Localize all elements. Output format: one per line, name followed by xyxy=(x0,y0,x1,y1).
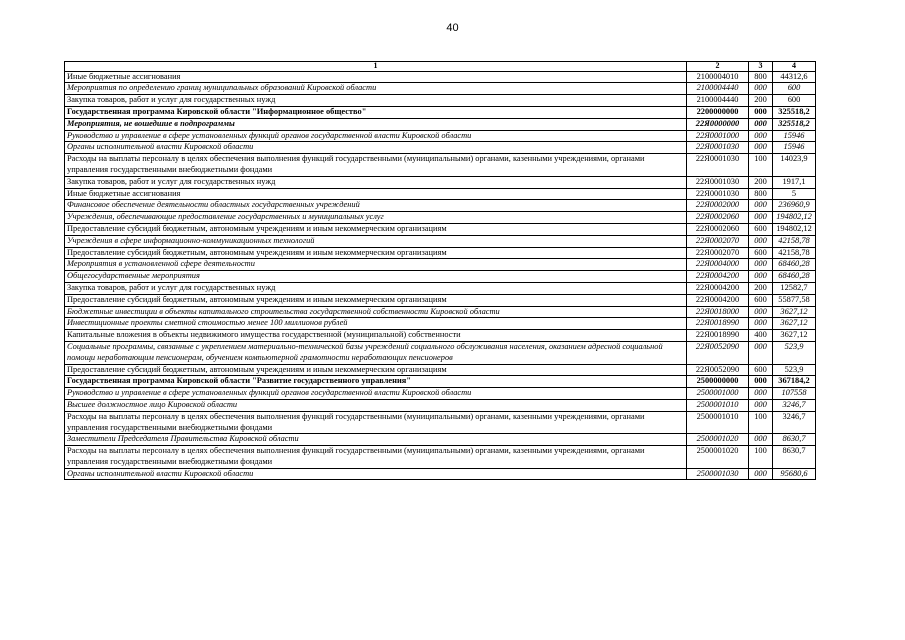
table-row xyxy=(65,341,816,364)
row-name-cell: Учреждения в сфере информационно-коммуникационных технологий xyxy=(65,235,687,247)
row-code-cell: 22Я0000000 xyxy=(687,118,749,130)
row-type-cell: 000 xyxy=(749,341,773,364)
table-row xyxy=(65,95,816,107)
row-type-cell: 800 xyxy=(749,188,773,200)
table-row xyxy=(65,388,816,400)
row-sum-cell: 8630,7 xyxy=(773,446,816,469)
table-row xyxy=(65,223,816,235)
row-name-cell: Органы исполнительной власти Кировской области xyxy=(65,468,687,480)
table-row xyxy=(65,364,816,376)
row-code-cell: 22Я0001030 xyxy=(687,154,749,177)
table-row xyxy=(65,330,816,342)
row-name-cell: Расходы на выплаты персоналу в целях обеспечения выполнения функций государственными (муниципальными) органами, казенными учреждениями, органами управления государственными внебюджетными фондами xyxy=(65,411,687,434)
row-type-cell: 400 xyxy=(749,330,773,342)
row-type-cell: 000 xyxy=(749,318,773,330)
row-sum-cell: 15946 xyxy=(773,142,816,154)
row-code-cell: 22Я0004200 xyxy=(687,294,749,306)
row-sum-cell: 523,9 xyxy=(773,341,816,364)
row-name-cell: Иные бюджетные ассигнования xyxy=(65,71,687,83)
table-row xyxy=(65,188,816,200)
table-row xyxy=(65,318,816,330)
table-row xyxy=(65,200,816,212)
header-col-sum: 4 xyxy=(773,62,816,72)
row-code-cell: 2100004010 xyxy=(687,71,749,83)
table-row xyxy=(65,468,816,480)
table-row xyxy=(65,130,816,142)
row-type-cell: 000 xyxy=(749,200,773,212)
table-row xyxy=(65,118,816,130)
row-name-cell: Предоставление субсидий бюджетным, автономным учреждениям и иным некоммерческим организациям xyxy=(65,294,687,306)
row-name-cell: Финансовое обеспечение деятельности областных государственных учреждений xyxy=(65,200,687,212)
table-row xyxy=(65,294,816,306)
row-name-cell: Капитальные вложения в объекты недвижимого имущества государственной (муниципальной) собственности xyxy=(65,330,687,342)
row-sum-cell: 194802,12 xyxy=(773,212,816,224)
row-type-cell: 600 xyxy=(749,294,773,306)
row-code-cell: 2100004440 xyxy=(687,83,749,95)
row-type-cell: 800 xyxy=(749,71,773,83)
row-name-cell: Иные бюджетные ассигнования xyxy=(65,188,687,200)
table-header-row xyxy=(65,62,816,72)
row-sum-cell: 55877,58 xyxy=(773,294,816,306)
row-code-cell: 22Я0004200 xyxy=(687,271,749,283)
row-sum-cell: 3246,7 xyxy=(773,399,816,411)
row-sum-cell: 325518,2 xyxy=(773,106,816,118)
row-sum-cell: 600 xyxy=(773,83,816,95)
row-type-cell: 100 xyxy=(749,154,773,177)
row-name-cell: Закупка товаров, работ и услуг для государственных нужд xyxy=(65,95,687,107)
row-type-cell: 200 xyxy=(749,282,773,294)
table-row xyxy=(65,446,816,469)
row-type-cell: 000 xyxy=(749,212,773,224)
row-name-cell: Государственная программа Кировской области "Информационное общество" xyxy=(65,106,687,118)
row-sum-cell: 3627,12 xyxy=(773,306,816,318)
row-sum-cell: 8630,7 xyxy=(773,434,816,446)
row-type-cell: 000 xyxy=(749,118,773,130)
row-name-cell: Высшее должностное лицо Кировской области xyxy=(65,399,687,411)
row-sum-cell: 14023,9 xyxy=(773,154,816,177)
row-code-cell: 2500001000 xyxy=(687,388,749,400)
row-type-cell: 000 xyxy=(749,388,773,400)
row-sum-cell: 600 xyxy=(773,95,816,107)
row-type-cell: 600 xyxy=(749,247,773,259)
row-code-cell: 2500001020 xyxy=(687,446,749,469)
row-type-cell: 000 xyxy=(749,376,773,388)
row-sum-cell: 236960,9 xyxy=(773,200,816,212)
row-name-cell: Государственная программа Кировской области "Развитие государственного управления" xyxy=(65,376,687,388)
table-row xyxy=(65,271,816,283)
row-type-cell: 000 xyxy=(749,142,773,154)
table-row xyxy=(65,306,816,318)
row-type-cell: 000 xyxy=(749,259,773,271)
row-code-cell: 22Я0018000 xyxy=(687,306,749,318)
row-sum-cell: 68460,28 xyxy=(773,271,816,283)
row-sum-cell: 3246,7 xyxy=(773,411,816,434)
row-type-cell: 000 xyxy=(749,271,773,283)
row-sum-cell: 367184,2 xyxy=(773,376,816,388)
row-type-cell: 600 xyxy=(749,364,773,376)
table-row xyxy=(65,376,816,388)
table-row xyxy=(65,411,816,434)
row-name-cell: Общегосударственные мероприятия xyxy=(65,271,687,283)
row-name-cell: Заместители Председателя Правительства Кировской области xyxy=(65,434,687,446)
row-type-cell: 000 xyxy=(749,130,773,142)
row-code-cell: 22Я0001030 xyxy=(687,176,749,188)
row-type-cell: 000 xyxy=(749,399,773,411)
row-code-cell: 22Я0002000 xyxy=(687,200,749,212)
row-sum-cell: 12582,7 xyxy=(773,282,816,294)
budget-table-container xyxy=(64,61,816,480)
row-type-cell: 000 xyxy=(749,235,773,247)
budget-table-body xyxy=(65,62,816,480)
header-col-type: 3 xyxy=(749,62,773,72)
row-name-cell: Мероприятия по определению границ муниципальных образований Кировской области xyxy=(65,83,687,95)
row-code-cell: 22Я0002060 xyxy=(687,223,749,235)
table-row xyxy=(65,434,816,446)
row-sum-cell: 107558 xyxy=(773,388,816,400)
row-type-cell: 000 xyxy=(749,434,773,446)
row-sum-cell: 42158,78 xyxy=(773,235,816,247)
table-row xyxy=(65,259,816,271)
row-type-cell: 200 xyxy=(749,95,773,107)
row-sum-cell: 3627,12 xyxy=(773,318,816,330)
row-code-cell: 22Я0002060 xyxy=(687,212,749,224)
row-type-cell: 000 xyxy=(749,306,773,318)
row-name-cell: Органы исполнительной власти Кировской области xyxy=(65,142,687,154)
row-name-cell: Расходы на выплаты персоналу в целях обеспечения выполнения функций государственными (муниципальными) органами, казенными учреждениями, органами управления государственными внебюджетными фондами xyxy=(65,154,687,177)
table-row xyxy=(65,282,816,294)
table-row xyxy=(65,176,816,188)
row-code-cell: 22Я0001000 xyxy=(687,130,749,142)
row-type-cell: 000 xyxy=(749,83,773,95)
table-row xyxy=(65,235,816,247)
row-name-cell: Закупка товаров, работ и услуг для государственных нужд xyxy=(65,176,687,188)
row-code-cell: 2500001030 xyxy=(687,468,749,480)
row-code-cell: 2500001010 xyxy=(687,411,749,434)
row-sum-cell: 325518,2 xyxy=(773,118,816,130)
row-name-cell: Расходы на выплаты персоналу в целях обеспечения выполнения функций государственными (муниципальными) органами, казенными учреждениями, органами управления государственными внебюджетными фондами xyxy=(65,446,687,469)
row-name-cell: Социальные программы, связанные с укреплением материально-технической базы учреждений социального обслуживания населения, оказанием адресной социальной помощи неработающим пенсионерам, обучением компьютерной грамотности неработающих пенсионеров xyxy=(65,341,687,364)
row-code-cell: 22Я0002070 xyxy=(687,247,749,259)
row-name-cell: Руководство и управление в сфере установленных функций органов государственной власти Кировской области xyxy=(65,388,687,400)
row-code-cell: 22Я0001030 xyxy=(687,188,749,200)
row-name-cell: Предоставление субсидий бюджетным, автономным учреждениям и иным некоммерческим организациям xyxy=(65,223,687,235)
row-code-cell: 22Я0001030 xyxy=(687,142,749,154)
row-type-cell: 100 xyxy=(749,411,773,434)
row-code-cell: 22Я0052090 xyxy=(687,341,749,364)
row-name-cell: Бюджетные инвестиции в объекты капитального строительства государственной собственности Кировской области xyxy=(65,306,687,318)
row-sum-cell: 523,9 xyxy=(773,364,816,376)
row-type-cell: 200 xyxy=(749,176,773,188)
row-code-cell: 22Я0018990 xyxy=(687,330,749,342)
row-code-cell: 2100004440 xyxy=(687,95,749,107)
row-sum-cell: 15946 xyxy=(773,130,816,142)
table-row xyxy=(65,83,816,95)
row-code-cell: 2500001010 xyxy=(687,399,749,411)
row-code-cell: 2200000000 xyxy=(687,106,749,118)
row-name-cell: Руководство и управление в сфере установленных функций органов государственной власти Кировской области xyxy=(65,130,687,142)
row-name-cell: Мероприятия в установленной сфере деятельности xyxy=(65,259,687,271)
row-name-cell: Закупка товаров, работ и услуг для государственных нужд xyxy=(65,282,687,294)
row-type-cell: 100 xyxy=(749,446,773,469)
row-code-cell: 22Я0002070 xyxy=(687,235,749,247)
row-code-cell: 22Я0018990 xyxy=(687,318,749,330)
header-col-code: 2 xyxy=(687,62,749,72)
table-row xyxy=(65,212,816,224)
row-sum-cell: 5 xyxy=(773,188,816,200)
row-code-cell: 2500001020 xyxy=(687,434,749,446)
row-name-cell: Учреждения, обеспечивающие предоставление государственных и муниципальных услуг xyxy=(65,212,687,224)
row-sum-cell: 68460,28 xyxy=(773,259,816,271)
row-sum-cell: 44312,6 xyxy=(773,71,816,83)
row-code-cell: 22Я0004200 xyxy=(687,282,749,294)
row-type-cell: 600 xyxy=(749,223,773,235)
row-type-cell: 000 xyxy=(749,106,773,118)
row-sum-cell: 42158,78 xyxy=(773,247,816,259)
row-sum-cell: 3627,12 xyxy=(773,330,816,342)
row-name-cell: Мероприятия, не вошедшие в подпрограммы xyxy=(65,118,687,130)
row-code-cell: 22Я0004000 xyxy=(687,259,749,271)
row-sum-cell: 1917,1 xyxy=(773,176,816,188)
row-code-cell: 2500000000 xyxy=(687,376,749,388)
header-col-name: 1 xyxy=(65,62,687,72)
row-type-cell: 000 xyxy=(749,468,773,480)
table-row xyxy=(65,142,816,154)
table-row xyxy=(65,154,816,177)
row-code-cell: 22Я0052090 xyxy=(687,364,749,376)
table-row xyxy=(65,247,816,259)
table-row xyxy=(65,106,816,118)
row-sum-cell: 194802,12 xyxy=(773,223,816,235)
table-row xyxy=(65,71,816,83)
row-name-cell: Предоставление субсидий бюджетным, автономным учреждениям и иным некоммерческим организациям xyxy=(65,247,687,259)
row-name-cell: Предоставление субсидий бюджетным, автономным учреждениям и иным некоммерческим организациям xyxy=(65,364,687,376)
row-name-cell: Инвестиционные проекты сметной стоимостью менее 100 миллионов рублей xyxy=(65,318,687,330)
row-sum-cell: 95680,6 xyxy=(773,468,816,480)
page-number: 40 xyxy=(446,22,459,34)
table-row xyxy=(65,399,816,411)
budget-table xyxy=(64,61,816,480)
